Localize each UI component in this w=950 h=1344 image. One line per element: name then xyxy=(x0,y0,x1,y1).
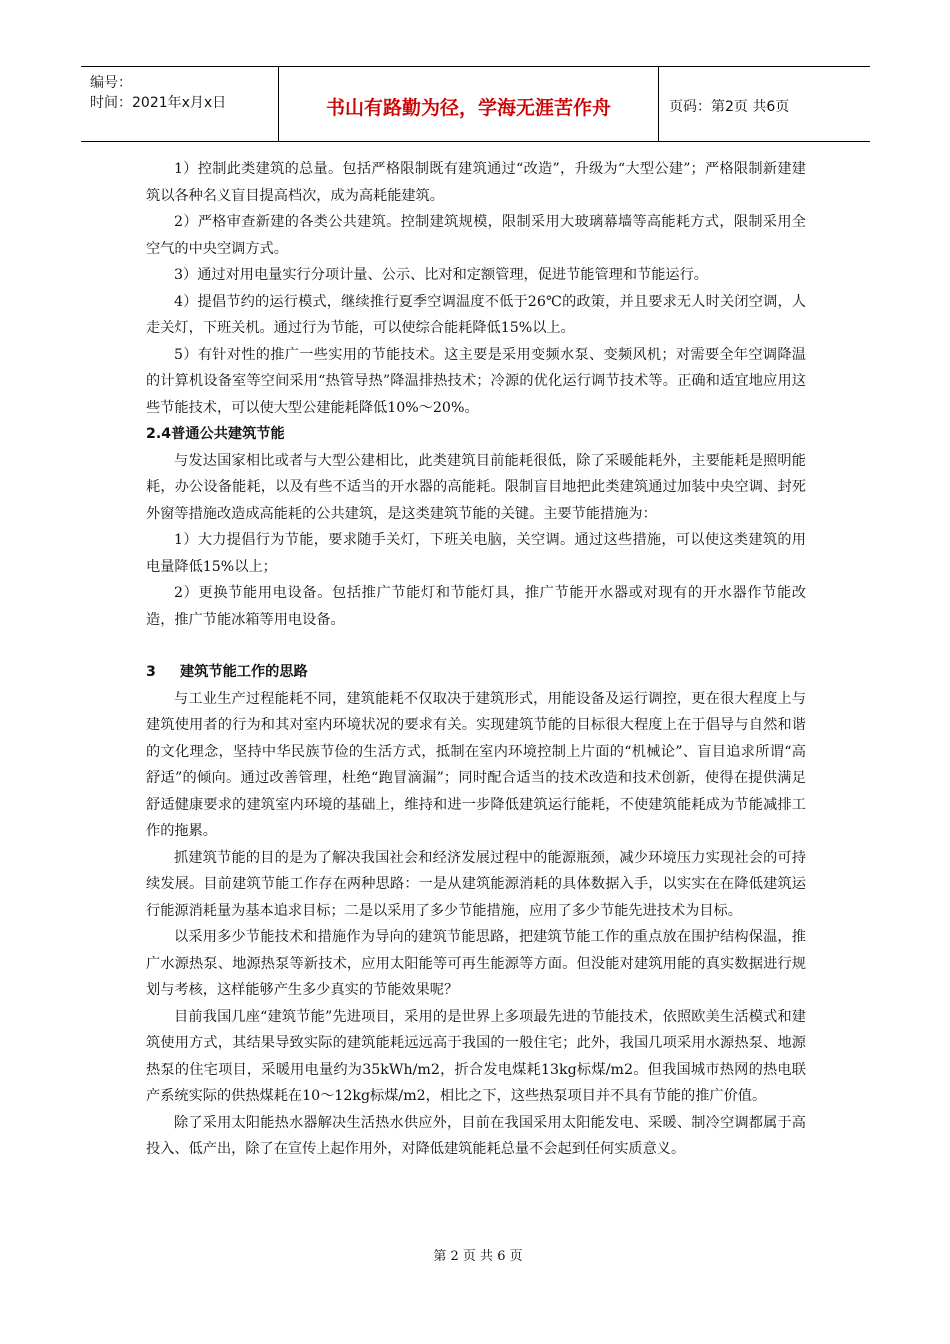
paragraph: 以采用多少节能技术和措施作为导向的建筑节能思路，把建筑节能工作的重点放在围护结构保温，推广水源热泵、地源热泵等新技术，应用太阳能等可再生能源等方面。但没能对建筑用能的真实数据进行规划与考核，这样能够产生多少真实的节能效果呢？ xyxy=(146,929,806,998)
paragraph: 与发达国家相比或者与大型公建相比，此类建筑目前能耗很低，除了采暖能耗外，主要能耗是照明能耗，办公设备能耗，以及有些不适当的开水器的高能耗。限制盲目地把此类建筑通过加装中央空调、封死外窗等措施改造成高能耗的公共建筑，是这类建筑节能的关键。主要节能措施为： xyxy=(146,452,806,522)
paragraph: 3）通过对用电量实行分项计量、公示、比对和定额管理，促进节能管理和节能运行。 xyxy=(174,267,708,283)
paragraph: 1）控制此类建筑的总量。包括严格限制既有建筑通过“改造”，升级为“大型公建”；严格限制新建建筑以各种名义盲目提高档次，成为高耗能建筑。 xyxy=(146,161,806,204)
paragraph: 2）严格审查新建的各类公共建筑。控制建筑规模，限制采用大玻璃幕墙等高能耗方式，限制采用全空气的中央空调方式。 xyxy=(146,214,806,257)
header-motto: 书山有路勤为径，学海无涯苦作舟 xyxy=(279,67,659,141)
paragraph: 1）大力提倡行为节能，要求随手关灯，下班关电脑，关空调。通过这些措施，可以使这类建筑的用电量降低15%以上； xyxy=(146,532,806,575)
paragraph: 5）有针对性的推广一些实用的节能技术。这主要是采用变频水泵、变频风机；对需要全年空调降温的计算机设备室等空间采用“热管导热”降温排热技术；冷源的优化运行调节技术等。正确和适宜地应用这些节能技术，可以使大型公建能耗降低10%～20%。 xyxy=(146,346,806,416)
document-date: 时间：2021年x月x日 xyxy=(90,95,227,111)
header-meta xyxy=(81,67,279,141)
section-title: 建筑节能工作的思路 xyxy=(180,664,308,680)
page-footer xyxy=(0,1245,950,1264)
section-heading-3 xyxy=(146,659,806,686)
header-page-info: 页码：第2页 共6页 xyxy=(669,99,790,115)
document-header xyxy=(81,66,870,142)
section-heading-2-4: 2.4普通公共建筑节能 xyxy=(146,426,285,442)
paragraph: 与工业生产过程能耗不同，建筑能耗不仅取决于建筑形式，用能设备及运行调控，更在很大程度上与建筑使用者的行为和其对室内环境状况的要求有关。实现建筑节能的目标很大程度上在于倡导与自然和谐的文化理念，坚持中华民族节俭的生活方式，抵制在室内环境控制上片面的“机械论”、盲目追求所谓“高舒适”的倾向。通过改善管理，杜绝“跑冒滴漏”；同时配合适当的技术改造和技术创新，使得在提供满足舒适健康要求的建筑室内环境的基础上，维持和进一步降低建筑运行能耗，不使建筑能耗成为节能减排工作的拖累。 xyxy=(146,690,806,839)
paragraph: 抓建筑节能的目的是为了解决我国社会和经济发展过程中的能源瓶颈，减少环境压力实现社会的可持续发展。目前建筑节能工作存在两种思路：一是从建筑能源消耗的具体数据入手，以实实在在降低建筑运行能源消耗量为基本追求目标；二是以采用了多少节能措施，应用了多少节能先进技术为目标。 xyxy=(146,849,806,919)
spacer xyxy=(146,633,806,659)
document-number-label: 编号： xyxy=(90,75,132,91)
paragraph: 2）更换节能用电设备。包括推广节能灯和节能灯具，推广节能开水器或对现有的开水器作节能改造，推广节能冰箱等用电设备。 xyxy=(146,585,806,628)
paragraph: 目前我国几座“建筑节能”先进项目，采用的是世界上多项最先进的节能技术，依照欧美生活模式和建筑使用方式，其结果导致实际的建筑能耗远远高于我国的一般住宅；此外，我国几项采用水源热泵、地源热泵的住宅项目，采暖用电量约为35kWh/m2，折合发电煤耗13kg标煤/m2。但我国城市热网的热电联产系统实际的供热煤耗在10～12kg标煤/m2，相比之下，这些热泵项目并不具有节能的推广价值。 xyxy=(146,1008,806,1104)
paragraph: 4）提倡节约的运行模式，继续推行夏季空调温度不低于26℃的政策，并且要求无人时关闭空调，人走关灯，下班关机。通过行为节能，可以使综合能耗降低15%以上。 xyxy=(146,293,806,336)
footer-page-number: 第 2 页 共 6 页 xyxy=(433,1249,523,1264)
paragraph: 除了采用太阳能热水器解决生活热水供应外，目前在我国采用太阳能发电、采暖、制冷空调都属于高投入、低产出，除了在宣传上起作用外，对降低建筑能耗总量不会起到任何实质意义。 xyxy=(146,1114,806,1157)
document-body xyxy=(146,156,806,1163)
section-number: 3 xyxy=(146,664,156,680)
